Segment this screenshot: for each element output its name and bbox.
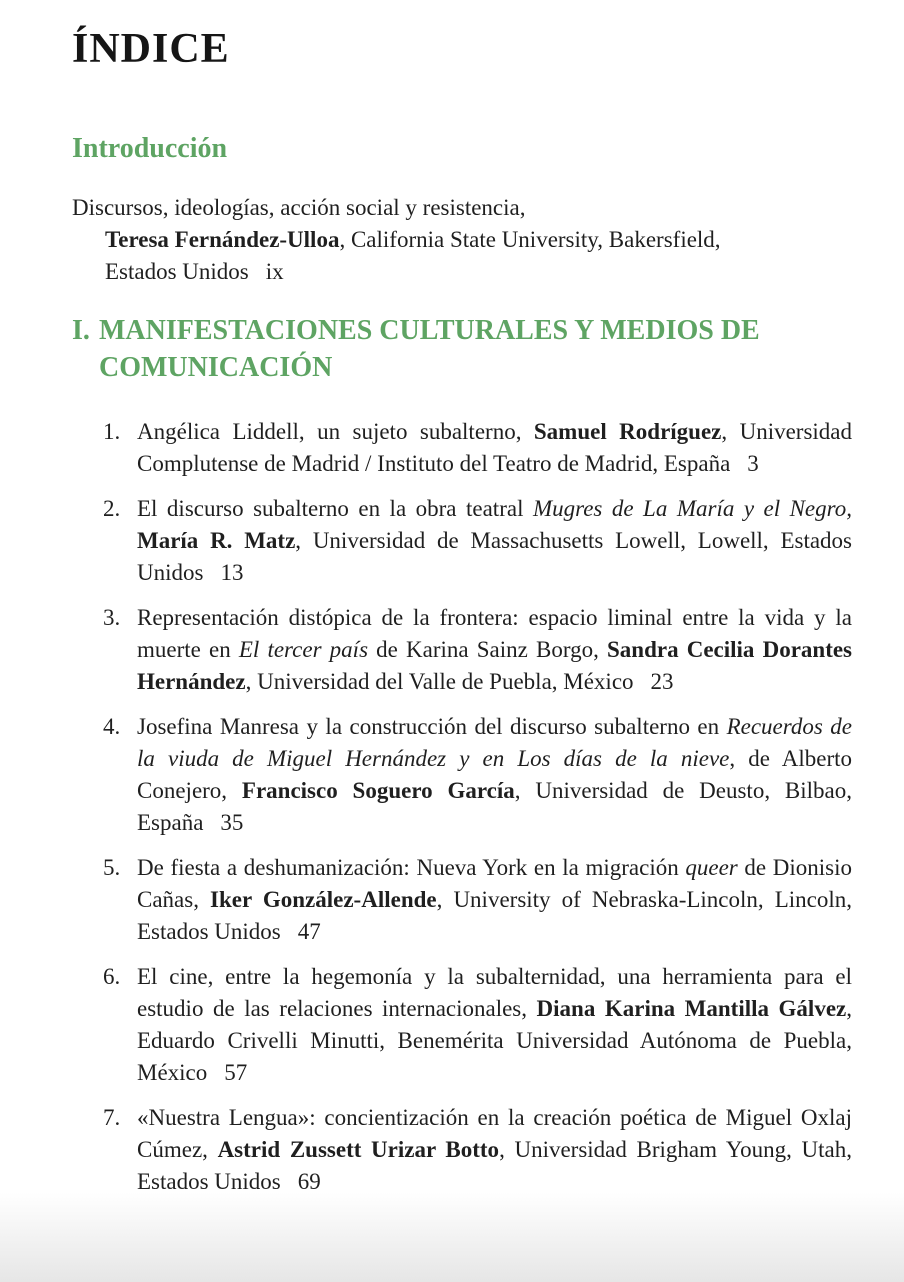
entry-number: 5. [103,854,121,880]
page-number: 69 [297,1168,321,1194]
section-heading [72,312,852,386]
entry-number: 3. [103,604,121,630]
entry-text [137,493,852,589]
toc-entry [103,852,852,948]
entry-number: 1. [103,418,121,444]
text-run: , Eduardo Crivelli Minutti, Benemérita Universidad Autónoma de Puebla, México [137,995,852,1085]
toc-entry [103,416,852,480]
text-run: Iker González-Allende [210,886,437,912]
text-run: Recuerdos de la viuda de Miguel Hernández y en Los días de la nieve [137,713,852,771]
page-number: 23 [650,668,674,694]
text-run: , Universidad de Deusto, Bilbao, España [137,777,852,835]
text-run: Astrid Zussett Urizar Botto [217,1136,500,1162]
entry-text [137,1102,852,1198]
text-run: , de Alberto Conejero, [137,745,853,803]
text-run: de Dionisio Cañas, [137,854,852,912]
entry-number: 4. [103,713,121,739]
page-number: 57 [224,1059,248,1085]
text-run: Sandra Cecilia Dorantes Hernández [137,636,853,694]
text-run: , California State University, Bakersfield, [339,226,721,252]
page-number: 13 [220,559,244,585]
text-run: Angélica Liddell, un sujeto subalterno, [137,418,534,444]
text-run: , Universidad de Massachusetts Lowell, Lowell, Estados Unidos [137,527,853,585]
entry-number: 7. [103,1104,121,1130]
text-run: de Karina Sainz Borgo, [368,636,607,662]
toc-entry [103,711,852,839]
intro-heading: Introducción [72,133,228,165]
text-run: Josefina Manresa y la construcción del discurso subalterno en [137,713,727,739]
text-run: Teresa Fernández-Ulloa [105,226,340,252]
text-run: , Universidad Complutense de Madrid / Instituto del Teatro de Madrid, España [137,418,852,476]
toc-entry [103,961,852,1089]
page-number: ix [265,258,284,284]
text-run: Representación distópica de la frontera: espacio liminal entre la vida y la muerte en [137,604,852,662]
section-title: MANIFESTACIONES CULTURALES Y MEDIOS DE COMUNICACIÓN [99,314,760,383]
entry-text [137,416,852,480]
text-run: Mugres de La María y el Negro, [532,495,852,521]
intro-line [72,256,852,288]
section-numeral: I. [72,314,90,346]
entry-number: 2. [103,495,121,521]
text-run: El discurso subalterno en la obra teatral [137,495,533,521]
page-number: 3 [747,450,759,476]
toc-entry [103,602,852,698]
text-run: María R. Matz [137,527,296,553]
text-run: «Nuestra Lengua»: concientización en la creación poética de Miguel Oxlaj Cúmez, [137,1104,852,1162]
text-run: De fiesta a deshumanización: Nueva York en la migración [137,854,686,880]
entry-text [137,711,852,839]
text-run: , Universidad del Valle de Puebla, México [245,668,634,694]
intro-line [72,192,852,224]
text-run: queer [685,854,738,880]
toc-entries [72,416,852,1198]
text-run: Diana Karina Mantilla Gálvez [536,995,847,1021]
toc-entry [103,1102,852,1198]
text-run: Francisco Soguero García [241,777,515,803]
intro-entry [72,192,852,288]
entry-text [137,961,852,1089]
text-run: Estados Unidos [105,258,249,284]
entry-text [137,602,852,698]
text-run: El tercer país [238,636,369,662]
intro-line [72,224,852,256]
text-run: El cine, entre la hegemonía y la subalternidad, una herramienta para el estudio de las relaciones internacionales, [137,963,852,1021]
text-run: Discursos, ideologías, acción social y resistencia, [72,194,526,220]
text-run: , University of Nebraska-Lincoln, Lincoln, Estados Unidos [137,886,853,944]
text-run: , Universidad Brigham Young, Utah, Estados Unidos [137,1136,852,1194]
page-number: 47 [297,918,321,944]
page-number: 35 [220,809,244,835]
page-title: ÍNDICE [72,26,230,72]
entry-text [137,852,852,948]
toc-entry [103,493,852,589]
text-run: Samuel Rodríguez [533,418,722,444]
entry-number: 6. [103,963,121,989]
